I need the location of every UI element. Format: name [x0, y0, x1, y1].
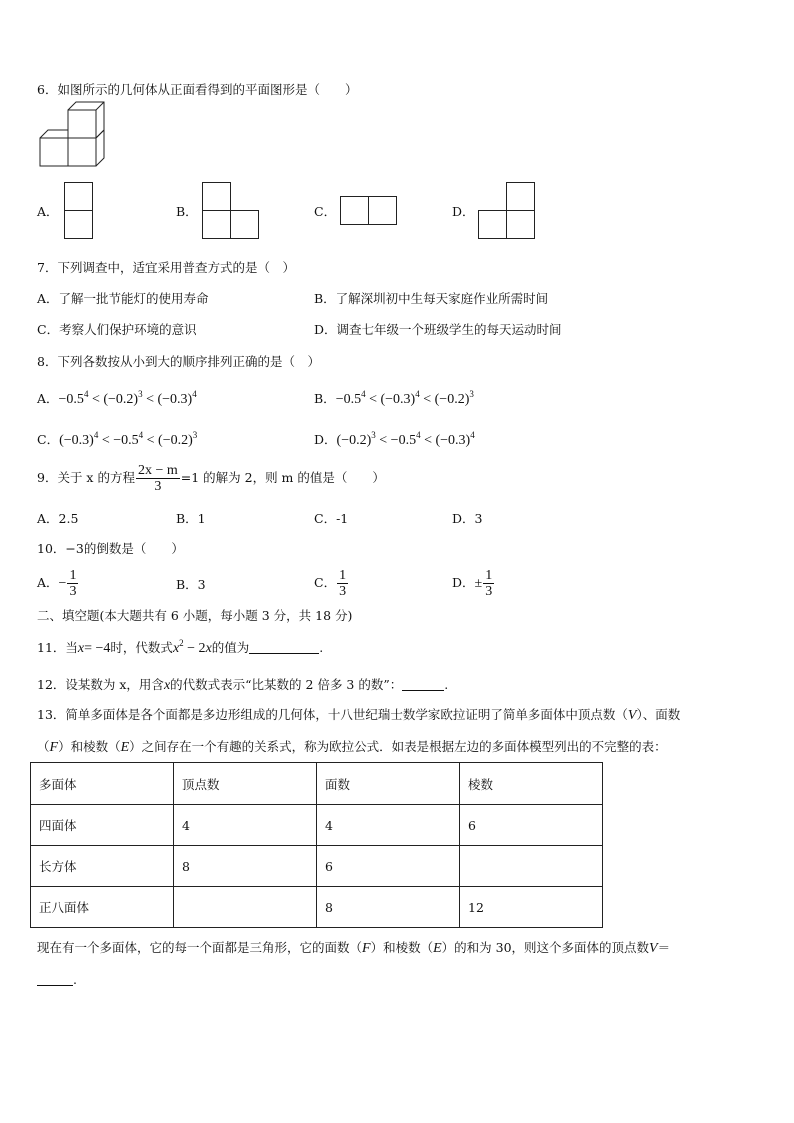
table-cell: 6 — [317, 846, 460, 887]
table-cell: 12 — [460, 887, 603, 928]
table-header-row — [31, 763, 603, 805]
table-row — [31, 887, 603, 928]
table-cell: 4 — [174, 805, 317, 846]
table-cell: 四面体 — [31, 805, 174, 846]
q6-option-a-label: A． — [37, 204, 59, 219]
q8-stem: 8．下列各数按从小到大的顺序排列正确的是（ ） — [37, 354, 320, 369]
q6-option-d-figure — [478, 182, 538, 242]
section2-title: 二、填空题(本大题共有 6 小题，每小题 3 分，共 18 分) — [37, 608, 353, 623]
polyhedron-table — [30, 762, 603, 928]
q6-stem: 6．如图所示的几何体从正面看得到的平面图形是（ ） — [37, 82, 358, 97]
q9-option-d: D．3 — [452, 511, 483, 526]
table-header-cell: 多面体 — [31, 763, 174, 805]
table-header-cell: 顶点数 — [174, 763, 317, 805]
q12-stem: 12．设某数为 x，用含x的代数式表示“比某数的 2 倍多 3 的数”： . — [37, 677, 449, 693]
q9-option-b: B．1 — [176, 511, 206, 526]
q8-option-a: A．$-0.5^4 < (-0.2)^3 < (-0.3)^4$ — [37, 389, 197, 407]
q12-answer-blank[interactable] — [402, 677, 444, 691]
q8-option-c: C．$(-0.3)^4 < -0.5^4 < (-0.2)^3$ — [37, 430, 198, 448]
q6-option-b-figure — [202, 182, 262, 242]
q10-option-c: C． $\frac{1}{3}$ — [314, 568, 347, 599]
q10-stem: 10．−3的倒数是（ ） — [37, 541, 184, 556]
q11-answer-blank[interactable] — [249, 640, 319, 654]
q8-option-b: B．$-0.5^4 < (-0.3)^4 < (-0.2)^3$ — [314, 389, 474, 407]
q6-option-a-figure — [64, 182, 94, 242]
q7-option-a: A．了解一批节能灯的使用寿命 — [37, 291, 209, 306]
table-cell: 长方体 — [31, 846, 174, 887]
q13-stem-line2: （F）和棱数（E）之间存在一个有趣的关系式，称为欧拉公式．如表是根据左边的多面体模型列出的不完整的表： — [37, 739, 667, 755]
q7-stem: 7．下列调查中，适宜采用普查方式的是（ ） — [37, 260, 295, 275]
q13-question-line: 现在有一个多面体，它的每一个面都是三角形，它的面数（F）和棱数（E）的和为 30，则这个多面体的顶点数V＝ — [37, 940, 671, 956]
q9-option-a: A．2.5 — [37, 511, 79, 526]
table-cell: 正八面体 — [31, 887, 174, 928]
q7-option-d: D．调查七年级一个班级学生的每天运动时间 — [314, 322, 562, 337]
q9-fraction: $\frac{2x - m}{3}$ — [137, 463, 178, 494]
q7-option-b: B．了解深圳初中生每天家庭作业所需时间 — [314, 291, 549, 306]
q8-option-d: D．$(-0.2)^3 < -0.5^4 < (-0.3)^4$ — [314, 430, 475, 448]
table-cell: 8 — [317, 887, 460, 928]
q6-solid-figure — [40, 108, 100, 170]
q13-answer-blank[interactable] — [37, 972, 73, 986]
q10-option-d: D．± $\frac{1}{3}$ — [452, 568, 493, 599]
q9-option-c: C．-1 — [314, 511, 349, 526]
table-cell: 8 — [174, 846, 317, 887]
q7-option-c: C．考察人们保护环境的意识 — [37, 322, 197, 337]
table-row — [31, 805, 603, 846]
q6-option-c-label: C． — [314, 204, 337, 219]
q13-answer-line: . — [37, 972, 77, 988]
q11-stem: 11．当x= −4时，代数式$x^2 - 2x$的值为 . — [37, 638, 324, 656]
table-cell[interactable] — [460, 846, 603, 887]
table-cell: 6 — [460, 805, 603, 846]
q10-option-a: A．− $\frac{1}{3}$ — [37, 568, 77, 599]
q6-option-b-label: B． — [176, 204, 198, 219]
table-cell: 4 — [317, 805, 460, 846]
q10-option-b: B．3 — [176, 577, 206, 592]
q9-stem: 9．关于 x 的方程 $\frac{2x - m}{3}$ =1 的解为 2，则 m 的值是（ ） — [37, 463, 385, 494]
table-header-cell: 棱数 — [460, 763, 603, 805]
table-header-cell: 面数 — [317, 763, 460, 805]
q6-option-d-label: D． — [452, 204, 475, 219]
q6-option-c-figure — [340, 196, 400, 228]
table-cell[interactable] — [174, 887, 317, 928]
table-row — [31, 846, 603, 887]
q13-stem-line1: 13．简单多面体是各个面都是多边形组成的几何体，十八世纪瑞士数学家欧拉证明了简单多面体中顶点数（V）、面数 — [37, 707, 681, 723]
